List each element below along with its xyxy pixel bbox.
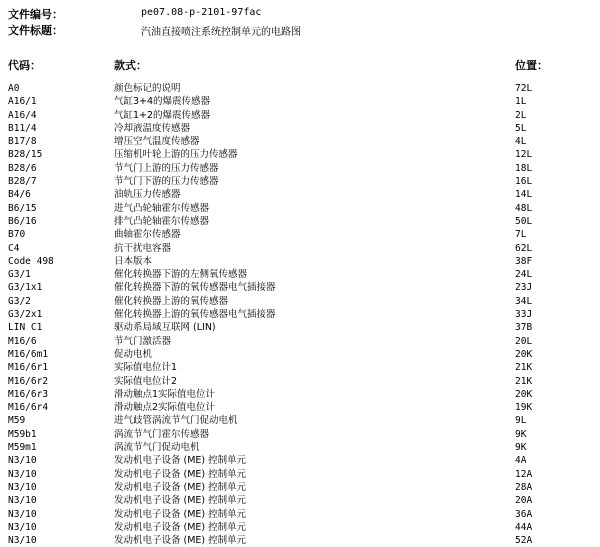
row-code: M59m1: [8, 442, 37, 454]
row-position: 28A: [515, 481, 533, 493]
row-code: G3/2x1: [8, 309, 43, 321]
row-position: 16L: [515, 176, 533, 188]
row-position: 20K: [515, 348, 533, 360]
doc-number-value: pe07.08-p-2101-97fac: [141, 7, 262, 18]
row-position: 20K: [515, 388, 533, 400]
table-row: [0, 215, 600, 228]
row-position: 9K: [515, 442, 527, 454]
row-description: 实际值电位计2: [114, 375, 178, 387]
row-description: 抗干扰电容器: [114, 242, 172, 254]
row-description: 排气凸轮轴霍尔传感器: [114, 215, 210, 227]
row-code: B28/7: [8, 176, 37, 188]
doc-title-label: 文件标题：: [8, 24, 63, 37]
table-row: [0, 534, 600, 547]
column-header-description: 款式：: [114, 59, 147, 72]
row-position: 19K: [515, 402, 533, 414]
row-code: M16/6r2: [8, 375, 49, 387]
row-code: B28/6: [8, 162, 37, 174]
row-description: 压缩机叶轮上游的压力传感器: [114, 149, 238, 161]
row-code: M16/6r1: [8, 362, 49, 374]
row-code: G3/1: [8, 269, 31, 281]
row-position: 1L: [515, 96, 527, 108]
row-code: M16/6r3: [8, 388, 49, 400]
table-row: [0, 162, 600, 175]
table-row: [0, 188, 600, 201]
row-code: N3/10: [8, 468, 37, 480]
table-row: [0, 255, 600, 268]
table-row: [0, 295, 600, 308]
row-code: M16/6m1: [8, 348, 49, 360]
row-position: 48L: [515, 202, 533, 214]
row-code: B70: [8, 229, 26, 241]
row-code: N3/10: [8, 508, 37, 520]
row-position: 37B: [515, 322, 533, 334]
table-row: [0, 388, 600, 401]
row-position: 20L: [515, 335, 533, 347]
row-position: 18L: [515, 162, 533, 174]
table-row: [0, 481, 600, 494]
table-row: [0, 494, 600, 507]
table-row: [0, 361, 600, 374]
row-description: 发动机电子设备 (ME) 控制单元: [114, 495, 247, 507]
row-code: LIN C1: [8, 322, 43, 334]
table-row: [0, 228, 600, 241]
row-position: 38F: [515, 255, 533, 267]
row-description: 催化转换器下游的左侧氧传感器: [114, 269, 248, 281]
doc-title-value: 汽油直接喷注系统控制单元的电路图: [141, 27, 301, 38]
table-row: [0, 521, 600, 534]
table-row: [0, 508, 600, 521]
row-description: 发动机电子设备 (ME) 控制单元: [114, 468, 247, 480]
row-position: 36A: [515, 508, 533, 520]
row-description: 驱动系局域互联网 (LIN): [114, 322, 216, 334]
row-code: B4/6: [8, 189, 31, 201]
row-code: M59: [8, 415, 26, 427]
row-description: 催化转换器上游的氧传感器: [114, 295, 229, 307]
column-header-code: 代码：: [8, 59, 41, 72]
table-row: [0, 242, 600, 255]
row-description: 进气歧管涡流节气门促动电机: [114, 415, 238, 427]
table-row: [0, 175, 600, 188]
row-code: G3/2: [8, 295, 31, 307]
table-row: [0, 202, 600, 215]
row-position: 33J: [515, 309, 533, 321]
row-position: 50L: [515, 215, 533, 227]
row-description: 滑动触点2实际值电位计: [114, 402, 216, 414]
row-code: B6/16: [8, 215, 37, 227]
row-position: 4L: [515, 136, 527, 148]
row-description: 节气门下游的压力传感器: [114, 176, 219, 188]
row-description: 涡流节气门促动电机: [114, 442, 200, 454]
row-position: 20A: [515, 495, 533, 507]
row-description: 实际值电位计1: [114, 362, 178, 374]
row-position: 52A: [515, 535, 533, 547]
table-row: [0, 82, 600, 95]
row-description: 冷却液温度传感器: [114, 122, 191, 134]
row-description: 发动机电子设备 (ME) 控制单元: [114, 508, 247, 520]
row-code: B17/8: [8, 136, 37, 148]
table-row: [0, 148, 600, 161]
row-description: 气缸3+4的爆震传感器: [114, 96, 211, 108]
row-description: 涡流节气门霍尔传感器: [114, 428, 210, 440]
table-row: [0, 308, 600, 321]
row-description: 颜色标记的说明: [114, 83, 181, 94]
row-code: N3/10: [8, 495, 37, 507]
row-code: C4: [8, 242, 20, 254]
row-description: 节气门上游的压力传感器: [114, 162, 219, 174]
row-description: 发动机电子设备 (ME) 控制单元: [114, 455, 247, 467]
row-code: G3/1x1: [8, 282, 43, 294]
row-code: A0: [8, 83, 20, 94]
row-position: 9L: [515, 415, 527, 427]
row-position: 21K: [515, 362, 533, 374]
row-position: 2L: [515, 109, 527, 121]
row-description: 发动机电子设备 (ME) 控制单元: [114, 535, 247, 547]
row-position: 5L: [515, 122, 527, 134]
row-position: 12A: [515, 468, 533, 480]
column-header-position: 位置：: [515, 59, 548, 72]
table-row: [0, 468, 600, 481]
doc-number-label: 文件编号：: [8, 8, 63, 21]
row-description: 日本版本: [114, 255, 153, 267]
row-description: 发动机电子设备 (ME) 控制单元: [114, 481, 247, 493]
table-row: [0, 122, 600, 135]
table-row: [0, 95, 600, 108]
table-row: [0, 335, 600, 348]
row-code: N3/10: [8, 521, 37, 533]
row-code: N3/10: [8, 455, 37, 467]
row-position: 7L: [515, 229, 527, 241]
table-row: [0, 281, 600, 294]
table-row: [0, 414, 600, 427]
row-position: 24L: [515, 269, 533, 281]
row-code: M16/6r4: [8, 402, 49, 414]
row-position: 44A: [515, 521, 533, 533]
row-code: B28/15: [8, 149, 43, 161]
row-description: 发动机电子设备 (ME) 控制单元: [114, 521, 247, 533]
row-position: 23J: [515, 282, 533, 294]
row-code: B11/4: [8, 122, 37, 134]
row-position: 62L: [515, 242, 533, 254]
table-row: [0, 454, 600, 467]
table-row: [0, 109, 600, 122]
row-description: 促动电机: [114, 348, 153, 360]
row-code: M16/6: [8, 335, 37, 347]
row-code: N3/10: [8, 535, 37, 547]
row-description: 催化转换器下游的氧传感器电气插接器: [114, 282, 276, 294]
table-row: [0, 321, 600, 334]
row-position: 9K: [515, 428, 527, 440]
table-row: [0, 268, 600, 281]
row-position: 4A: [515, 455, 527, 467]
table-row: [0, 441, 600, 454]
row-description: 油轨压力传感器: [114, 189, 181, 201]
row-code: B6/15: [8, 202, 37, 214]
row-code: M59b1: [8, 428, 37, 440]
row-position: 34L: [515, 295, 533, 307]
row-description: 增压空气温度传感器: [114, 136, 200, 148]
table-row: [0, 401, 600, 414]
table-row: [0, 428, 600, 441]
row-description: 进气凸轮轴霍尔传感器: [114, 202, 210, 214]
row-description: 气缸1+2的爆震传感器: [114, 109, 211, 121]
row-description: 滑动触点1实际值电位计: [114, 388, 216, 400]
legend-table: [0, 82, 600, 547]
row-code: A16/1: [8, 96, 37, 108]
row-position: 72L: [515, 83, 533, 94]
row-code: Code 498: [8, 255, 54, 267]
row-description: 节气门激活器: [114, 335, 172, 347]
table-row: [0, 375, 600, 388]
row-code: A16/4: [8, 109, 37, 121]
row-code: N3/10: [8, 481, 37, 493]
row-description: 曲轴霍尔传感器: [114, 229, 181, 241]
row-position: 21K: [515, 375, 533, 387]
row-position: 12L: [515, 149, 533, 161]
row-position: 14L: [515, 189, 533, 201]
table-row: [0, 348, 600, 361]
table-row: [0, 135, 600, 148]
row-description: 催化转换器上游的氧传感器电气插接器: [114, 309, 276, 321]
